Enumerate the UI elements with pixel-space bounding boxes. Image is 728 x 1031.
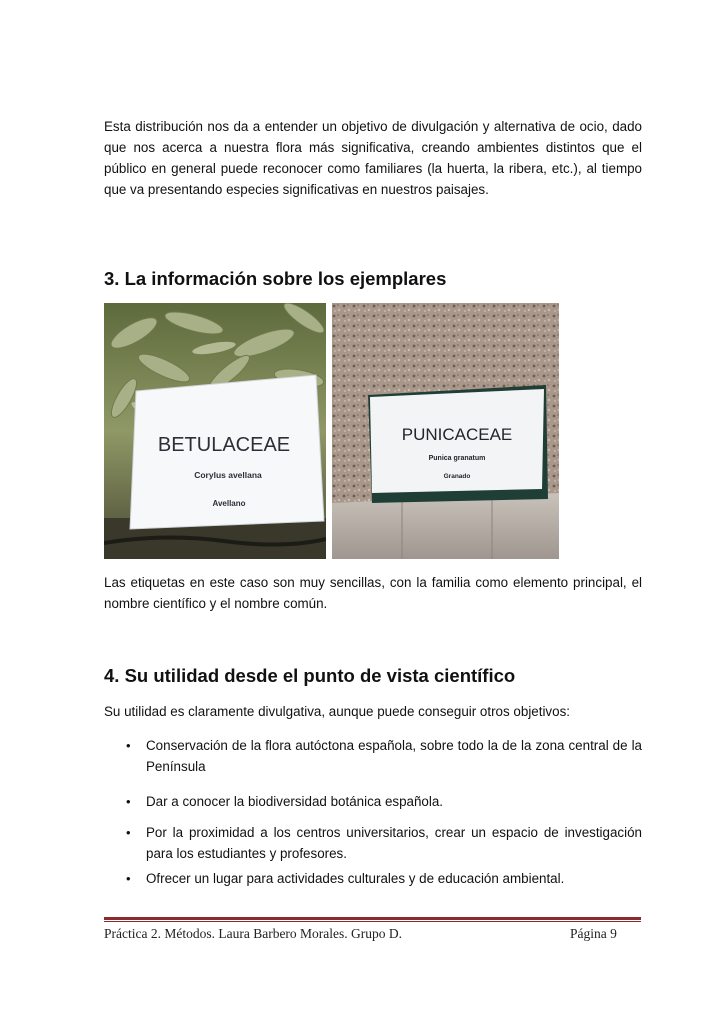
list-item xyxy=(104,791,642,822)
intro-paragraph: Esta distribución nos da a entender un objetivo de divulgación y alternativa de ocio, dado que nos acerca a nuestra flora más significativa, creando ambientes distintos que el público en general puede reconocer como familiares (la huerta, la ribera, etc.), al tiempo que va presentando especies significativas en nuestros paisajes. xyxy=(104,119,642,197)
photo-betulaceae-image xyxy=(104,303,326,559)
list-item-text: Ofrecer un lugar para actividades culturales y de educación ambiental. xyxy=(146,871,565,886)
footer-rule-thin xyxy=(104,921,641,922)
sign-scientific-text: Corylus avellana xyxy=(194,470,262,480)
list-item-text: Conservación de la flora autóctona española, sobre todo la de la zona central de la Península xyxy=(146,738,642,774)
list-item xyxy=(104,822,642,868)
sign-common-text: Avellano xyxy=(212,499,246,508)
list-item-text: Dar a conocer la biodiversidad botánica española. xyxy=(146,794,444,809)
bullet-icon: • xyxy=(126,871,131,886)
bullet-icon: • xyxy=(126,738,131,753)
photo-betulaceae-sign xyxy=(104,303,326,559)
footer-author: Práctica 2. Métodos. Laura Barbero Morales. Grupo D. xyxy=(104,926,403,941)
photo-punicaceae-image xyxy=(332,303,559,559)
section-4-heading: 4. Su utilidad desde el punto de vista científico xyxy=(104,665,516,686)
list-item xyxy=(104,735,642,791)
labels-caption-paragraph: Las etiquetas en este caso son muy sencillas, con la familia como elemento principal, el nombre científico y el nombre común. xyxy=(104,575,642,611)
sign-family-text: BETULACEAE xyxy=(157,434,291,456)
section-3-heading: 3. La información sobre los ejemplares xyxy=(104,268,447,289)
objectives-list xyxy=(104,735,642,889)
footer-rule-thick xyxy=(104,917,641,920)
footer-page-number: Página 9 xyxy=(570,926,617,941)
list-item-text: Por la proximidad a los centros universitarios, crear un espacio de investigación para los estudiantes y profesores. xyxy=(146,825,642,861)
sign-common-text: Granado xyxy=(443,473,471,480)
sign-scientific-text: Punica granatum xyxy=(428,455,486,462)
bullet-icon: • xyxy=(126,794,131,809)
section-4-intro: Su utilidad es claramente divulgativa, aunque puede conseguir otros objetivos: xyxy=(104,704,570,719)
sign-family-text: PUNICACEAE xyxy=(401,425,513,444)
bullet-icon: • xyxy=(126,825,131,840)
photo-punicaceae-sign xyxy=(332,303,559,559)
list-item xyxy=(104,868,642,889)
